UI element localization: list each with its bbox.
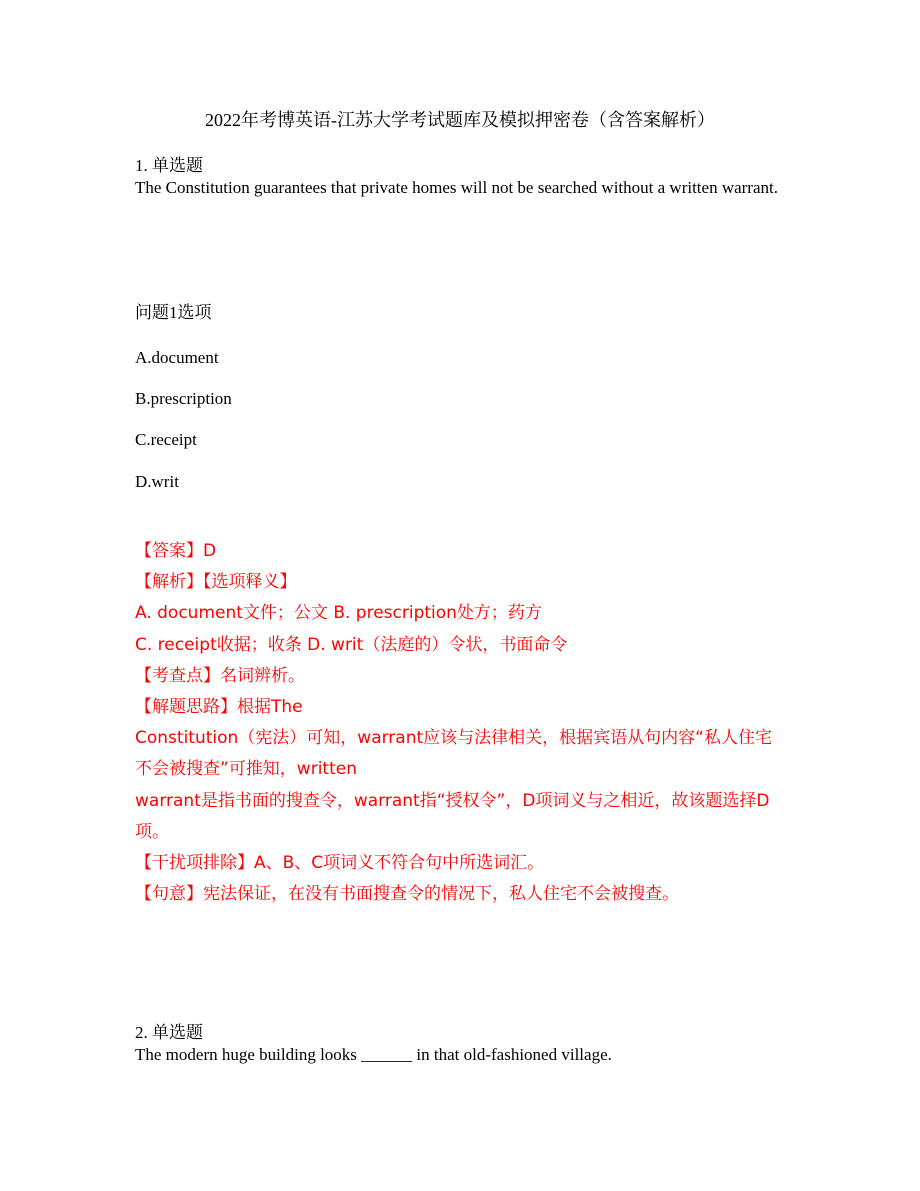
question-1-text: The Constitution guarantees that private homes will not be searched without a written warrant. — [135, 178, 778, 197]
document-title: 2022年考博英语-江苏大学考试题库及模拟押密卷（含答案解析） — [205, 110, 715, 130]
option-a: A.document — [135, 348, 219, 367]
approach-text-1: Constitution（宪法）可知，warrant应该与法律相关，根据宾语从句内容“私人住宅不会被搜查”可推知，written — [135, 728, 772, 780]
option-d: D.writ — [135, 472, 179, 491]
option-meanings-line-2: C. receipt收据；收条 D. writ（法庭的）令状，书面命令 — [135, 634, 568, 655]
answer-line: 【答案】D — [135, 541, 217, 561]
question-2-text: The modern huge building looks ______ in that old-fashioned village. — [135, 1045, 612, 1064]
sentence-meaning-line: 【句意】宪法保证，在没有书面搜查令的情况下，私人住宅不会被搜查。 — [135, 884, 679, 905]
question-1 — [135, 155, 785, 199]
analysis-heading: 【解析】【选项释义】 — [135, 572, 297, 593]
distractor-line: 【干扰项排除】A、B、C项词义不符合句中所选词汇。 — [135, 853, 545, 874]
question-2-type: 2. 单选题 — [135, 1023, 203, 1042]
option-c: C.receipt — [135, 430, 197, 449]
approach-heading: 【解题思路】根据The — [135, 697, 303, 718]
question-1-type: 1. 单选题 — [135, 156, 203, 175]
option-b: B.prescription — [135, 389, 232, 408]
option-meanings-line-1: A. document文件；公文 B. prescription处方；药方 — [135, 603, 542, 624]
question-1-options-heading: 问题1选项 — [135, 303, 212, 322]
test-point-line: 【考查点】名词辨析。 — [135, 665, 305, 686]
approach-text-2: warrant是指书面的搜查令，warrant指“授权令”，D项词义与之相近，故该题选择D项。 — [135, 790, 770, 842]
question-1-analysis — [135, 536, 785, 910]
question-2 — [135, 1022, 785, 1066]
